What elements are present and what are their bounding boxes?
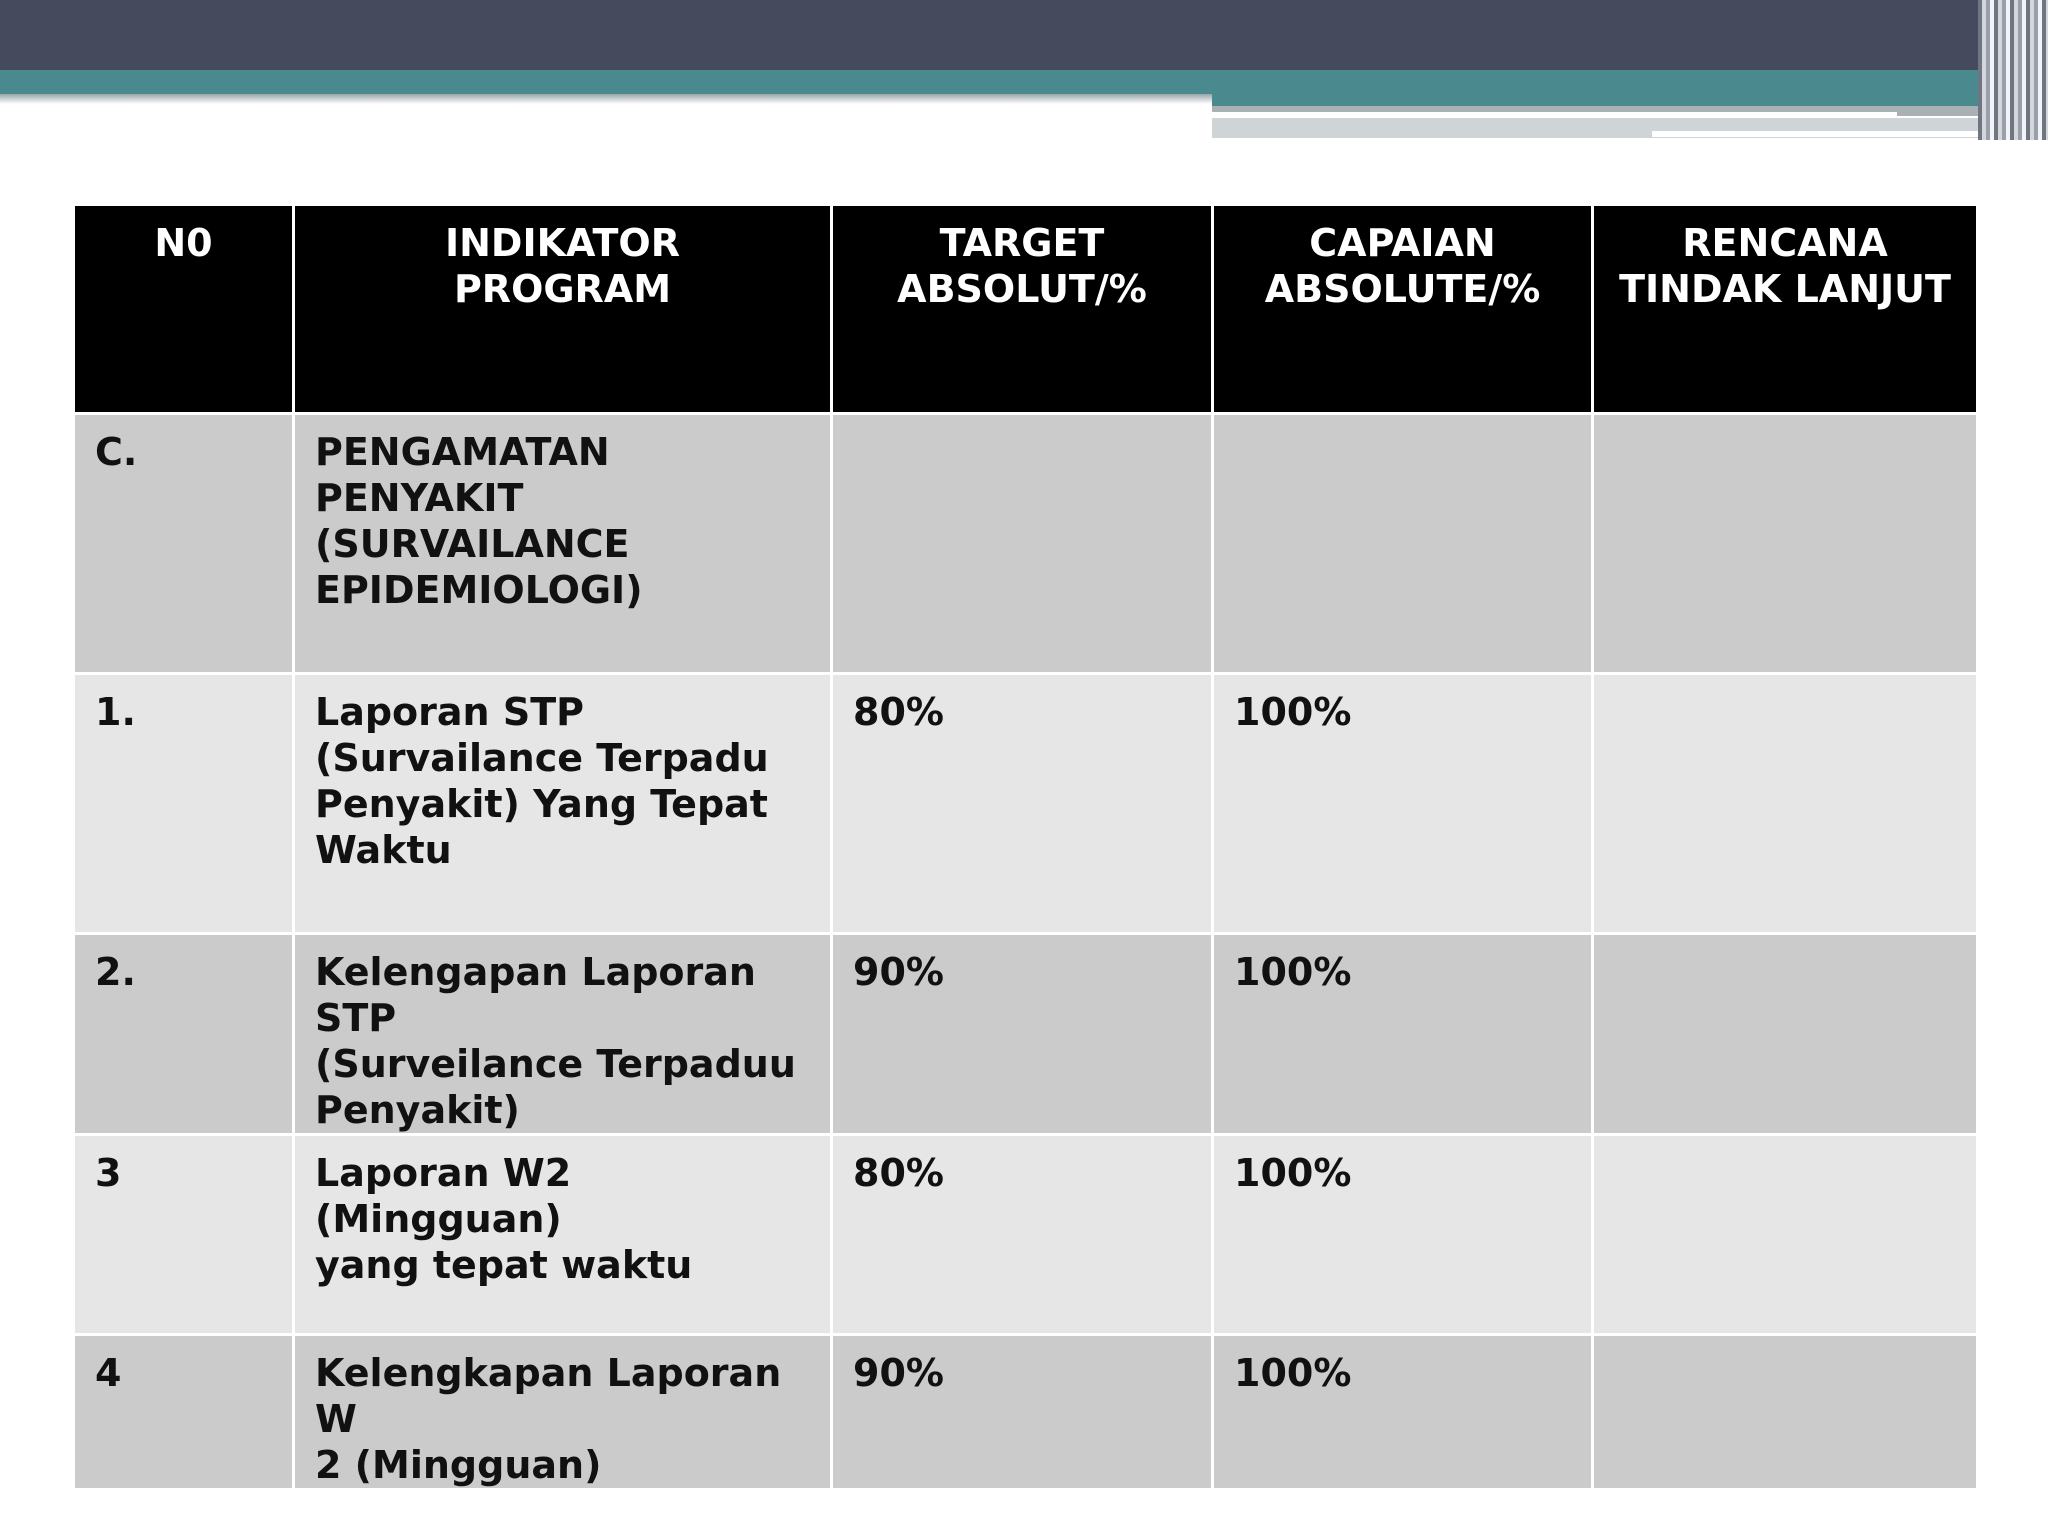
- table-row: [74, 414, 1978, 674]
- header-target: TARGET ABSOLUT/%: [832, 205, 1213, 414]
- cell-indikator: PENGAMATAN PENYAKIT (SURVAILANCE EPIDEMIOLOGI): [294, 414, 832, 674]
- header-band-teal: [0, 70, 2030, 94]
- cell-rencana: [1593, 414, 1978, 674]
- cell-target: 80%: [832, 674, 1213, 934]
- cell-target: 80%: [832, 1135, 1213, 1335]
- header-rencana: RENCANA TINDAK LANJUT: [1593, 205, 1978, 414]
- cell-no: 3: [74, 1135, 294, 1335]
- table-row: [74, 674, 1978, 934]
- header-stripes: [1978, 0, 2048, 140]
- cell-capaian: 100%: [1213, 1135, 1593, 1335]
- cell-indikator: Kelengapan Laporan STP (Surveilance Terpaduu Penyakit): [294, 934, 832, 1135]
- header-capaian: CAPAIAN ABSOLUTE/%: [1213, 205, 1593, 414]
- cell-rencana: [1593, 674, 1978, 934]
- table-row: [74, 1135, 1978, 1335]
- cell-no: 2.: [74, 934, 294, 1135]
- cell-target: 90%: [832, 934, 1213, 1135]
- cell-no: 4: [74, 1335, 294, 1490]
- header-indikator: INDIKATOR PROGRAM: [294, 205, 832, 414]
- header-no: N0: [74, 205, 294, 414]
- cell-no: C.: [74, 414, 294, 674]
- cell-rencana: [1593, 934, 1978, 1135]
- cell-capaian: [1213, 414, 1593, 674]
- table-header-row: [74, 205, 1978, 414]
- cell-capaian: 100%: [1213, 674, 1593, 934]
- cell-target: 90%: [832, 1335, 1213, 1490]
- cell-capaian: 100%: [1213, 1335, 1593, 1490]
- header-band-shadow: [0, 94, 1212, 104]
- table-row: [74, 934, 1978, 1135]
- header-band-dark: [0, 0, 2048, 70]
- cell-indikator: Laporan W2 (Mingguan) yang tepat waktu: [294, 1135, 832, 1335]
- cell-indikator: Laporan STP (Survailance Terpadu Penyakit) Yang Tepat Waktu: [294, 674, 832, 934]
- header-line-white-short: [1652, 131, 2007, 137]
- table-row: [74, 1335, 1978, 1490]
- indicator-table: [72, 203, 1979, 1491]
- cell-rencana: [1593, 1335, 1978, 1490]
- header-band-teal-extension: [1212, 94, 2030, 106]
- cell-target: [832, 414, 1213, 674]
- cell-rencana: [1593, 1135, 1978, 1335]
- cell-capaian: 100%: [1213, 934, 1593, 1135]
- cell-no: 1.: [74, 674, 294, 934]
- cell-indikator: Kelengkapan Laporan W 2 (Mingguan): [294, 1335, 832, 1490]
